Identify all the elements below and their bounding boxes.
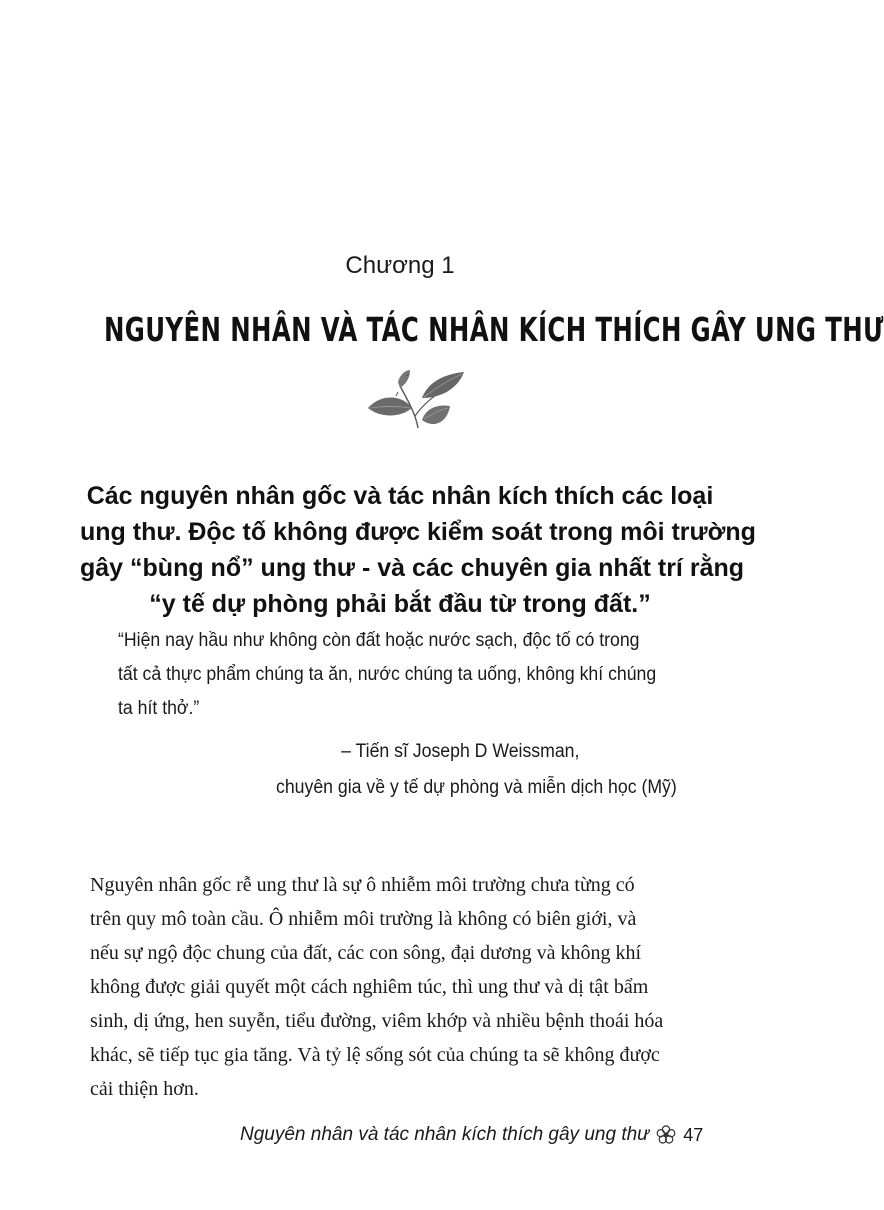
- lead-line: ung thư. Độc tố không được kiểm soát trong môi trường: [80, 518, 756, 546]
- quote-line: tất cả thực phẩm chúng ta ăn, nước chúng ta uống, không khí chúng: [118, 664, 657, 685]
- leaf-sprig-icon: [366, 368, 466, 434]
- lead-line: Các nguyên nhân gốc và tác nhân kích thích các loại: [86, 482, 714, 510]
- body-line: nếu sự ngộ độc chung của đất, các con sông, đại dương và không khí: [90, 942, 642, 964]
- lead-line: “y tế dự phòng phải bắt đầu từ trong đất.”: [149, 590, 651, 618]
- body-line: không được giải quyết một cách nghiêm túc, thì ung thư và dị tật bẩm: [90, 976, 649, 998]
- body-line: sinh, dị ứng, hen suyễn, tiểu đường, viêm khớp và nhiều bệnh thoái hóa: [90, 1010, 664, 1032]
- running-title: Nguyên nhân và tác nhân kích thích gây ung thư: [240, 1124, 650, 1145]
- body-line: cải thiện hơn.: [90, 1078, 199, 1100]
- body-line: trên quy mô toàn cầu. Ô nhiễm môi trường là không có biên giới, và: [90, 908, 637, 930]
- page-footer: [240, 1124, 704, 1146]
- body-paragraph: [90, 868, 710, 1106]
- page-number: 47: [683, 1124, 704, 1145]
- epigraph-quote: [118, 624, 657, 726]
- flower-icon: [655, 1124, 677, 1146]
- chapter-lead: [80, 478, 756, 622]
- quote-line: “Hiện nay hầu như không còn đất hoặc nước sạch, độc tố có trong: [118, 630, 640, 651]
- attribution-role: chuyên gia về y tế dự phòng và miễn dịch học (Mỹ): [276, 777, 677, 798]
- quote-line: ta hít thở.”: [118, 698, 200, 719]
- body-line: Nguyên nhân gốc rễ ung thư là sự ô nhiễm môi trường chưa từng có: [90, 874, 635, 896]
- lead-line: gây “bùng nổ” ung thư - và các chuyên gia nhất trí rằng: [80, 554, 745, 582]
- attribution-name: – Tiến sĩ Joseph D Weissman,: [341, 741, 580, 762]
- body-line: khác, sẽ tiếp tục gia tăng. Và tỷ lệ sống sót của chúng ta sẽ không được: [90, 1044, 660, 1066]
- chapter-title: NGUYÊN NHÂN VÀ TÁC NHÂN KÍCH THÍCH GÂY UNG THƯ: [104, 310, 884, 349]
- chapter-label: Chương 1: [345, 252, 455, 279]
- quote-attribution: [276, 734, 677, 806]
